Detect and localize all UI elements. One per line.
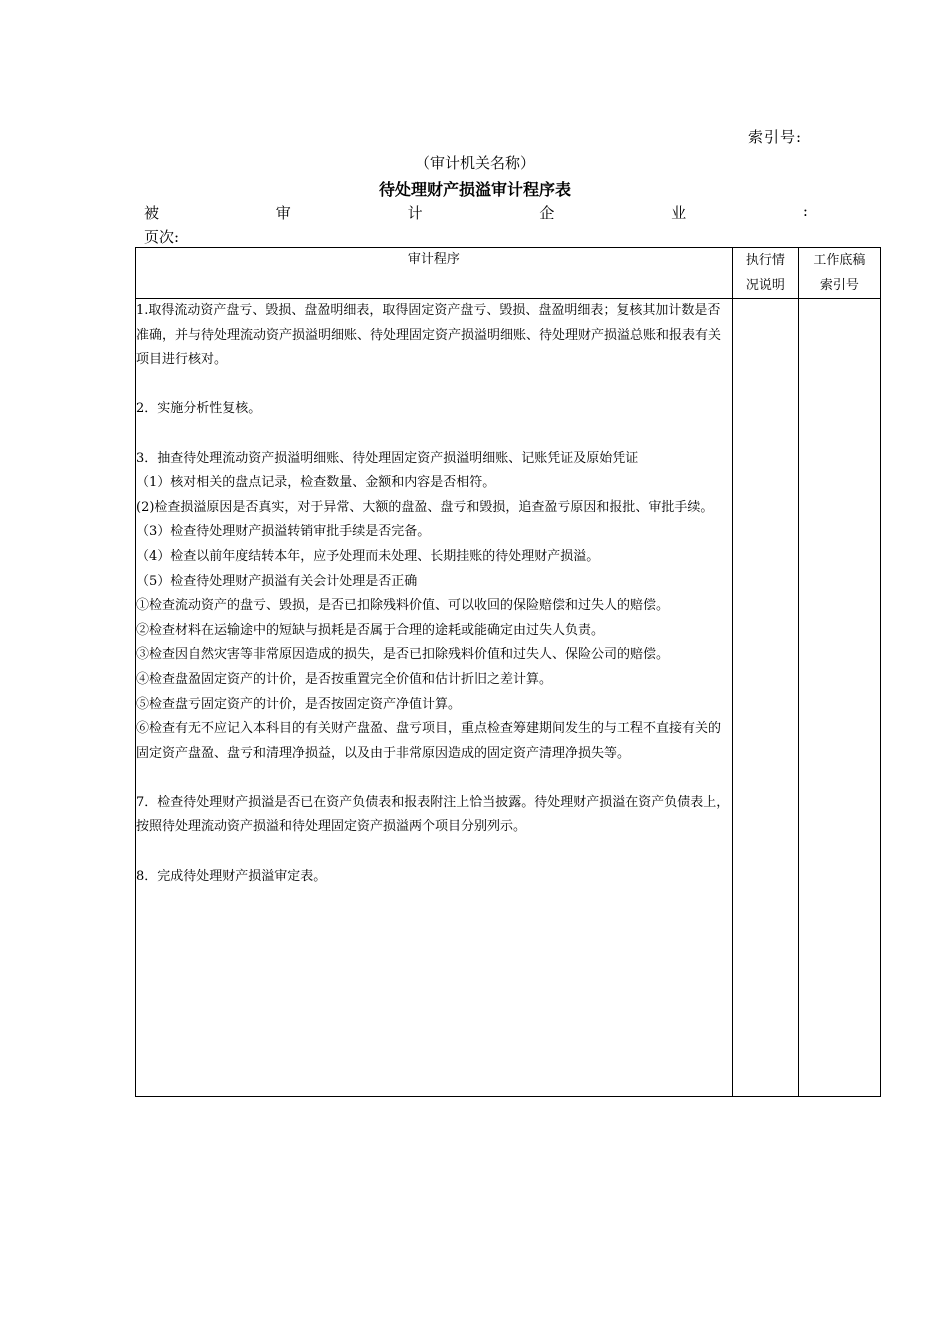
audit-org-name: （审计机关名称） (414, 154, 535, 172)
page-title: 待处理财产损溢审计程序表 (378, 180, 571, 199)
client-char: 业 (671, 204, 687, 222)
column-header-execution-line1: 执行情 (745, 253, 785, 268)
procedure-step-3-5: （5）检查待处理财产损溢有关会计处理是否正确 (136, 573, 418, 589)
procedure-check-3: ③检查因自然灾害等非常原因造成的损失，是否已扣除残料价值和过失人、保险公司的赔偿。 (136, 647, 670, 663)
client-char: : (802, 202, 808, 220)
index-number-label: 索引号: (748, 128, 803, 146)
procedure-check-6: ⑥检查有无不应记入本科目的有关财产盘盈、盘亏项目，重点检查筹建期间发生的与工程不直接有关的固定资产盘盈、盘亏和清理净损益，以及由于非常原因造成的固定资产清理净损失等。 (136, 721, 722, 761)
column-header-reference (798, 248, 880, 299)
working-paper-ref-cell[interactable] (798, 299, 880, 1097)
procedure-check-5: ⑤检查盘亏固定资产的计价，是否按固定资产净值计算。 (136, 696, 462, 712)
client-char: 被 (144, 204, 160, 222)
procedure-step-3-1: （1）核对相关的盘点记录，检查数量、金额和内容是否相符。 (136, 475, 496, 491)
client-char: 审 (275, 204, 291, 222)
client-char: 计 (407, 204, 423, 222)
procedure-check-4: ④检查盘盈固定资产的计价，是否按重置完全价值和估计折旧之差计算。 (136, 671, 553, 687)
client-char: 企 (539, 204, 555, 222)
procedure-cell (136, 299, 733, 1097)
execution-notes-cell[interactable] (732, 299, 798, 1097)
procedure-check-1: ①检查流动资产的盘亏、毁损，是否已扣除残料价值、可以收回的保险赔偿和过失人的赔偿。 (136, 598, 670, 614)
procedure-step-3-4: （4）检查以前年度结转本年，应予处理而未处理、长期挂账的待处理财产损溢。 (136, 548, 600, 564)
audit-program-table (135, 247, 881, 1097)
procedure-check-2: ②检查材料在运输途中的短缺与损耗是否属于合理的途耗或能确定由过失人负责。 (136, 622, 605, 638)
table-body-row (136, 299, 881, 1097)
procedure-step-2: 2．实施分析性复核。 (136, 401, 262, 417)
column-header-procedure: 审计程序 (136, 248, 733, 299)
column-header-execution (732, 248, 798, 299)
procedure-step-3-2: (2)检查损溢原因是否真实，对于异常、大额的盘盈、盘亏和毁损，追查盈亏原因和报批、审批手续。 (136, 499, 714, 515)
procedure-step-8: 8．完成待处理财产损溢审定表。 (136, 868, 327, 884)
procedure-step-3-3: （3）检查待处理财产损溢转销审批手续是否完备。 (136, 524, 431, 540)
page-number-label: 页次: (144, 228, 180, 246)
procedure-step-1: 1.取得流动资产盘亏、毁损、盘盈明细表，取得固定资产盘亏、毁损、盘盈明细表；复核其加计数是否准确，并与待处理流动资产损溢明细账、待处理固定资产损溢明细账、待处理财产损溢总账和报表有关项目进行核对。 (136, 303, 722, 368)
column-header-reference-line2: 索引号 (819, 278, 859, 293)
procedure-step-3: 3．抽查待处理流动资产损溢明细账、待处理固定资产损溢明细账、记账凭证及原始凭证 (136, 450, 639, 466)
procedure-step-7: 7．检查待处理财产损溢是否已在资产负债表和报表附注上恰当披露。待处理财产损溢在资产负债表上，按照待处理流动资产损溢和待处理固定资产损溢两个项目分别列示。 (136, 794, 730, 835)
column-header-execution-line2: 况说明 (745, 278, 785, 293)
column-header-reference-line1: 工作底稿 (813, 253, 866, 268)
audited-entity-line (144, 202, 808, 223)
table-header-row (136, 248, 881, 299)
